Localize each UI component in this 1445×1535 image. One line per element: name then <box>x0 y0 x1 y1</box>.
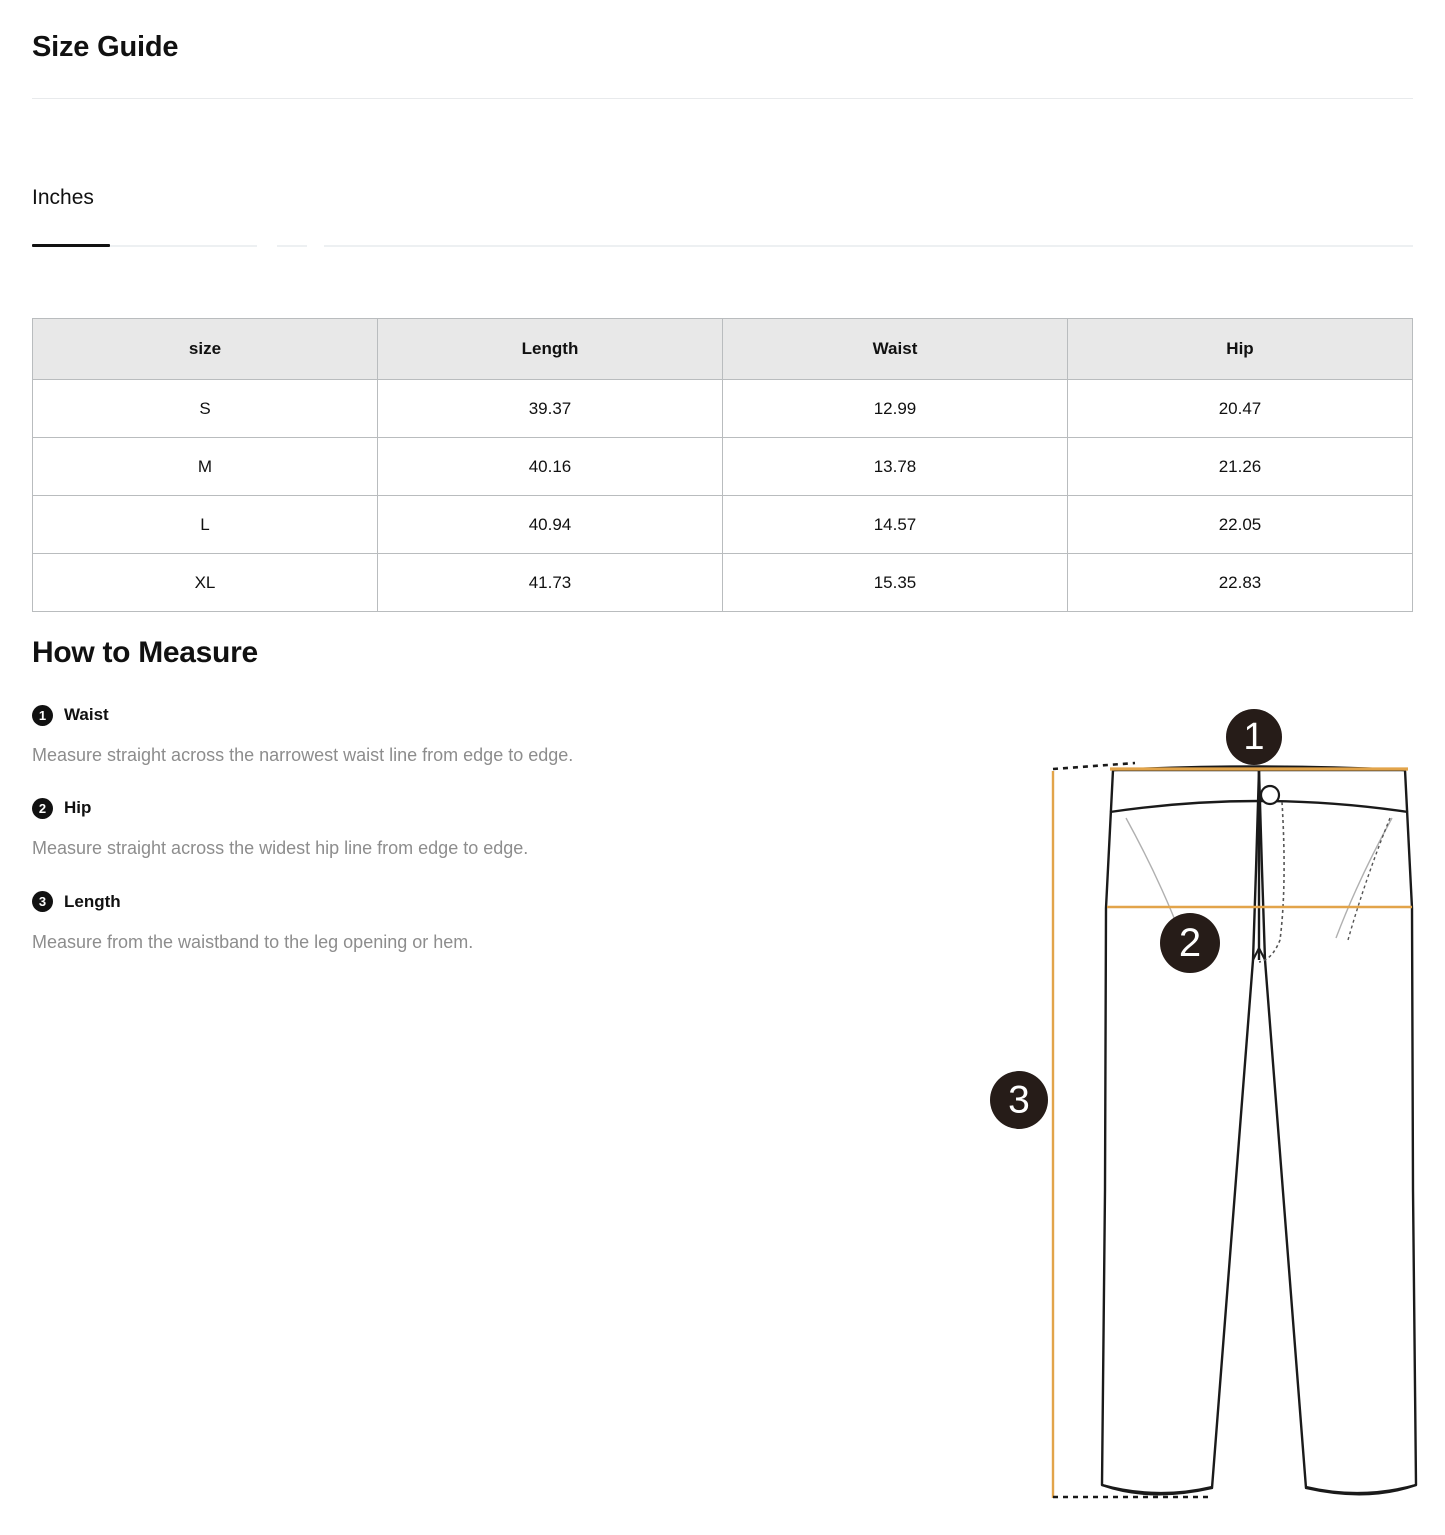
step-description: Measure straight across the widest hip line from edge to edge. <box>32 838 529 859</box>
step-label: Waist <box>64 705 109 724</box>
diagram-marker-3-label: 3 <box>1008 1078 1030 1122</box>
step-description: Measure from the waistband to the leg opening or hem. <box>32 931 474 952</box>
diagram-marker-1 <box>1226 709 1282 765</box>
cell-size: M <box>33 438 378 496</box>
step-label: Hip <box>64 798 92 818</box>
cell-size: XL <box>33 554 378 612</box>
left-leg-outline <box>1102 770 1259 1494</box>
table-row <box>33 438 1413 496</box>
diagram-marker-1-label: 1 <box>1243 716 1265 758</box>
page-title: Size Guide <box>32 31 179 63</box>
cell-length: 40.94 <box>378 496 723 554</box>
step-number-badge: 1 <box>32 705 53 726</box>
tab-inches[interactable]: Inches <box>32 186 94 209</box>
size-table <box>32 318 1413 612</box>
how-to-measure-title: How to Measure <box>32 636 258 669</box>
column-header-size: size <box>33 319 378 380</box>
table-row <box>33 380 1413 438</box>
waistband-button-icon <box>1261 786 1279 804</box>
column-header-length: Length <box>378 319 723 380</box>
cell-length: 39.37 <box>378 380 723 438</box>
step-number-badge: 3 <box>32 891 53 912</box>
cell-hip: 22.05 <box>1068 496 1413 554</box>
diagram-marker-2-label: 2 <box>1178 921 1202 965</box>
measurement-step-length <box>32 887 732 917</box>
cell-hip: 22.83 <box>1068 554 1413 612</box>
cell-size: L <box>33 496 378 554</box>
header-divider <box>32 98 1413 99</box>
cell-waist: 14.57 <box>723 496 1068 554</box>
diagram-marker-2 <box>1160 913 1220 973</box>
measurement-step-waist <box>32 700 732 730</box>
cell-waist: 12.99 <box>723 380 1068 438</box>
step-description: Measure straight across the narrowest waist line from edge to edge. <box>32 745 574 765</box>
column-header-hip: Hip <box>1068 319 1413 380</box>
cell-hip: 20.47 <box>1068 380 1413 438</box>
cell-waist: 15.35 <box>723 554 1068 612</box>
table-row <box>33 554 1413 612</box>
cell-size: S <box>33 380 378 438</box>
column-header-waist: Waist <box>723 319 1068 380</box>
cell-hip: 21.26 <box>1068 438 1413 496</box>
table-header-row <box>33 319 1413 380</box>
cell-length: 40.16 <box>378 438 723 496</box>
step-label: Length <box>64 891 121 911</box>
unit-tabs <box>32 185 1413 227</box>
table-row <box>33 496 1413 554</box>
measurement-steps <box>32 700 732 980</box>
measurement-step-hip <box>32 793 732 823</box>
cell-length: 41.73 <box>378 554 723 612</box>
step-number-badge: 2 <box>32 798 53 819</box>
tabs-rule <box>32 245 1413 247</box>
tab-active-indicator <box>32 244 110 247</box>
pants-measurement-diagram <box>960 690 1445 1535</box>
right-leg-outline <box>1259 770 1416 1494</box>
diagram-marker-3 <box>990 1071 1048 1129</box>
cell-waist: 13.78 <box>723 438 1068 496</box>
tabs-rule-segment <box>277 245 307 247</box>
tabs-rule-segment <box>324 245 1413 247</box>
